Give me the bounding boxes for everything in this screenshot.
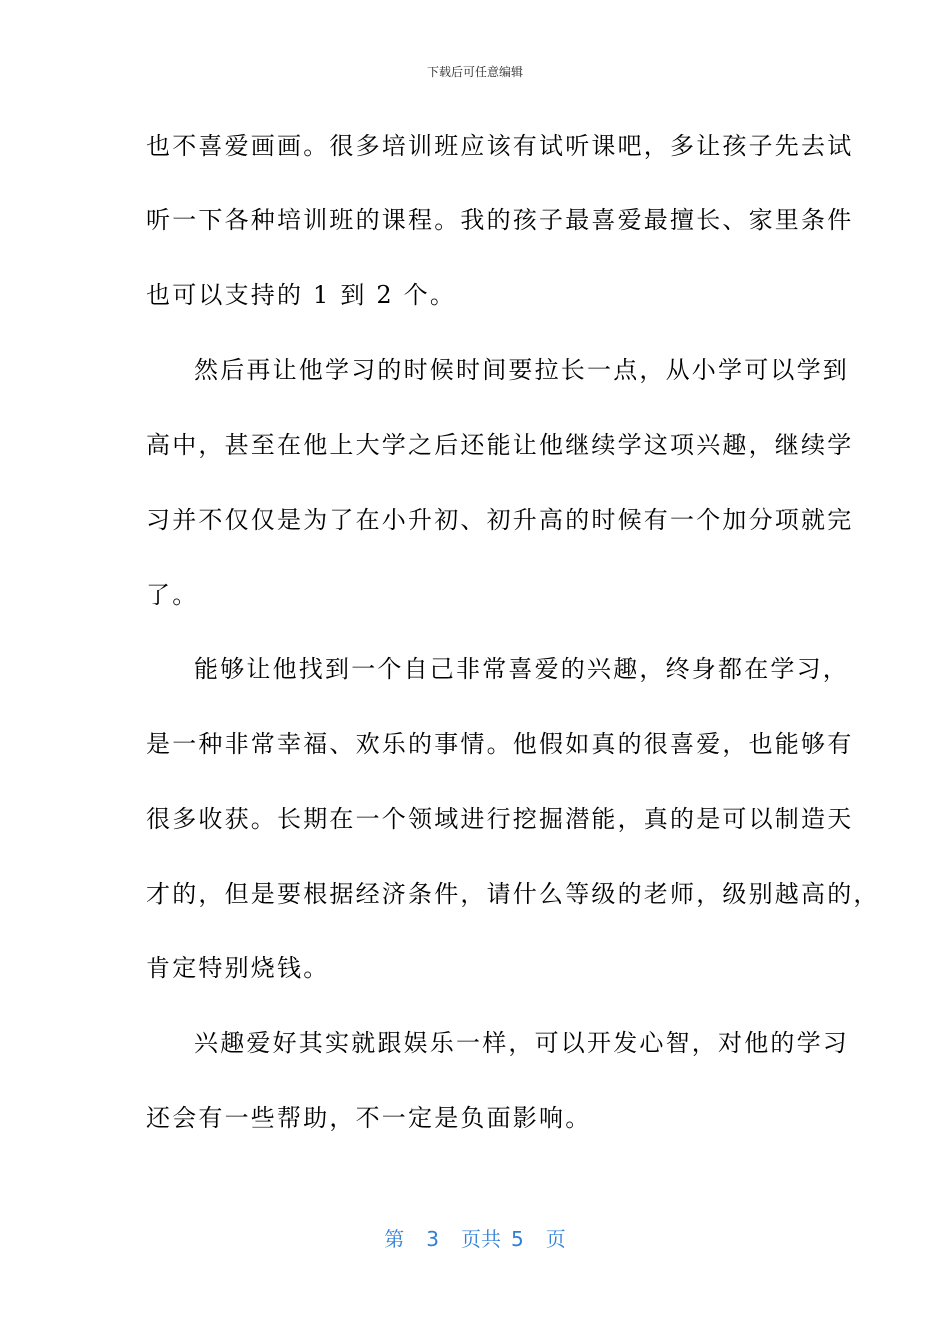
text-line: 听一下各种培训班的课程。我的孩子最喜爱最擅长、家里条件: [146, 206, 854, 234]
footer-middle: 页共: [461, 1227, 501, 1251]
page-number-footer: [0, 1226, 950, 1252]
text-line: 很多收获。长期在一个领域进行挖掘潜能，真的是可以制造天: [146, 805, 854, 833]
text-line: 也不喜爱画画。很多培训班应该有试听课吧，多让孩子先去试: [146, 132, 854, 160]
text-line: 是一种非常幸福、欢乐的事情。他假如真的很喜爱，也能够有: [146, 730, 854, 758]
text-line: 还会有一些帮助，不一定是负面影响。: [146, 1104, 592, 1132]
paragraph-first-line: 然后再让他学习的时候时间要拉长一点，从小学可以学到: [194, 356, 849, 384]
text-line: 了。: [146, 581, 199, 609]
text-line: 高中，甚至在他上大学之后还能让他继续学这项兴趣，继续学: [146, 431, 854, 459]
total-page-number: 5: [511, 1227, 524, 1251]
paragraph-first-line: 能够让他找到一个自己非常喜爱的兴趣，终身都在学习，: [194, 655, 849, 683]
text-line: 也可以支持的 1 到 2 个。: [146, 281, 457, 309]
text-line: 习并不仅仅是为了在小升初、初升高的时候有一个加分项就完: [146, 506, 854, 534]
footer-prefix: 第: [384, 1227, 405, 1251]
current-page-number: 3: [426, 1227, 439, 1251]
text-line: 肯定特别烧钱。: [146, 954, 330, 982]
paragraph-first-line: 兴趣爱好其实就跟娱乐一样，可以开发心智，对他的学习: [194, 1029, 849, 1057]
footer-suffix: 页: [545, 1227, 566, 1251]
page-header: 下载后可任意编辑: [426, 65, 523, 79]
text-line: 才的，但是要根据经济条件，请什么等级的老师，级别越高的，: [146, 880, 880, 908]
